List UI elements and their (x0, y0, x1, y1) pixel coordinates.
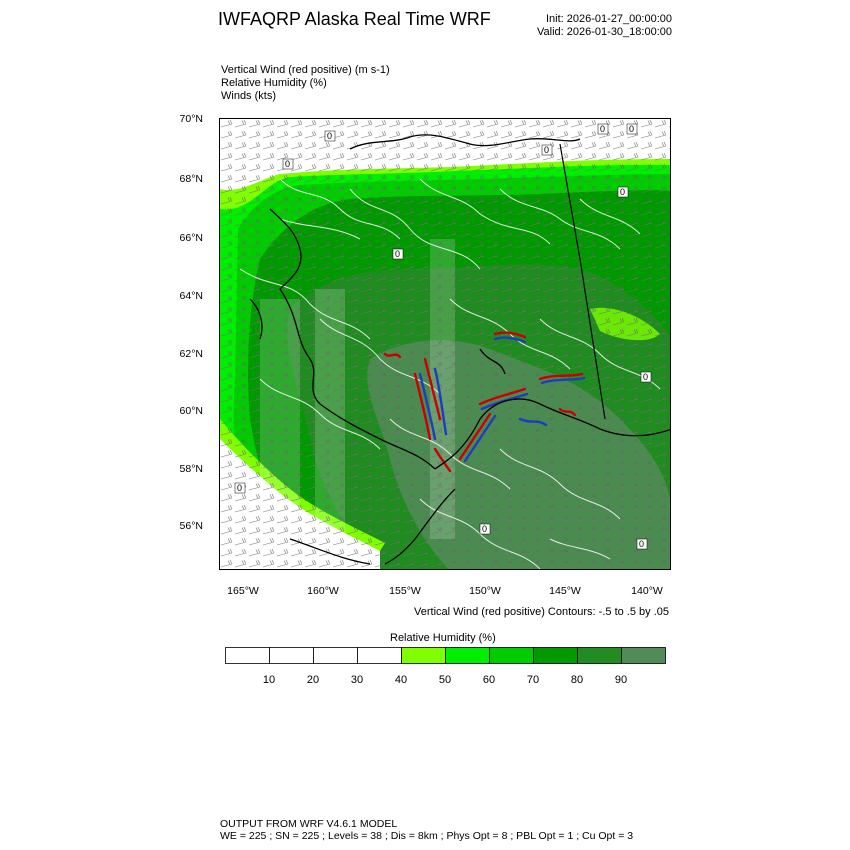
model-footer (220, 818, 633, 842)
colorbar-label: 10 (262, 674, 276, 686)
colorbar-label: 50 (438, 674, 452, 686)
colorbar-box (622, 648, 666, 664)
lat-label: 60°N (179, 405, 203, 417)
map-canvas (220, 119, 671, 570)
lat-label: 70°N (179, 113, 203, 125)
contour-label: 0 (629, 124, 635, 134)
lat-label: 64°N (179, 290, 203, 302)
lat-label: 56°N (179, 520, 203, 532)
lat-label: 58°N (179, 463, 203, 475)
colorbar-label: 90 (614, 674, 628, 686)
colorbar-box (446, 648, 490, 664)
lat-label: 66°N (179, 232, 203, 244)
init-time: Init: 2026-01-27_00:00:00 (546, 13, 672, 25)
field-list (221, 64, 390, 103)
chart-title: IWFAQRP Alaska Real Time WRF (218, 9, 491, 29)
colorbar-box (534, 648, 578, 664)
valid-time: Valid: 2026-01-30_18:00:00 (537, 26, 672, 38)
colorbar-box (314, 648, 358, 664)
contour-label: 0 (327, 131, 333, 141)
colorbar-label: 40 (394, 674, 408, 686)
contour-label: 0 (600, 124, 606, 134)
contour-note: Vertical Wind (red positive) Contours: -.5 to .5 by .05 (414, 606, 669, 618)
contour-label: 0 (237, 483, 243, 493)
lon-label: 150°W (469, 585, 501, 597)
contour-label: 0 (395, 249, 401, 259)
run-times (537, 13, 672, 39)
colorbar-box (402, 648, 446, 664)
lon-label: 160°W (307, 585, 339, 597)
contour-label: 0 (643, 372, 649, 382)
map-panel (219, 118, 671, 570)
colorbar-label: 60 (482, 674, 496, 686)
colorbar-label: 20 (306, 674, 320, 686)
field-winds: Winds (kts) (221, 90, 276, 102)
colorbar-box (226, 648, 270, 664)
model-version: OUTPUT FROM WRF V4.6.1 MODEL (220, 818, 398, 830)
contour-label: 0 (639, 539, 645, 549)
lon-label: 155°W (389, 585, 421, 597)
colorbar-title: Relative Humidity (%) (390, 632, 496, 644)
lat-label: 62°N (179, 348, 203, 360)
colorbar-box (270, 648, 314, 664)
lon-label: 165°W (227, 585, 259, 597)
contour-label: 0 (285, 159, 291, 169)
contour-label: 0 (620, 187, 626, 197)
colorbar-label: 80 (570, 674, 584, 686)
lat-label: 68°N (179, 173, 203, 185)
model-config: WE = 225 ; SN = 225 ; Levels = 38 ; Dis = 8km ; Phys Opt = 8 ; PBL Opt = 1 ; Cu Opt = 3 (220, 830, 634, 842)
colorbar-box (358, 648, 402, 664)
colorbar-box (578, 648, 622, 664)
field-relative-humidity: Relative Humidity (%) (221, 77, 327, 89)
lon-label: 140°W (631, 585, 663, 597)
lon-label: 145°W (549, 585, 581, 597)
colorbar-box (490, 648, 534, 664)
field-vertical-wind: Vertical Wind (red positive) (m s-1) (221, 64, 390, 76)
contour-label: 0 (482, 524, 488, 534)
colorbar-label: 30 (350, 674, 364, 686)
contour-label: 0 (544, 145, 550, 155)
colorbar (225, 647, 666, 665)
colorbar-label: 70 (526, 674, 540, 686)
wind-barbs-light (220, 119, 671, 570)
